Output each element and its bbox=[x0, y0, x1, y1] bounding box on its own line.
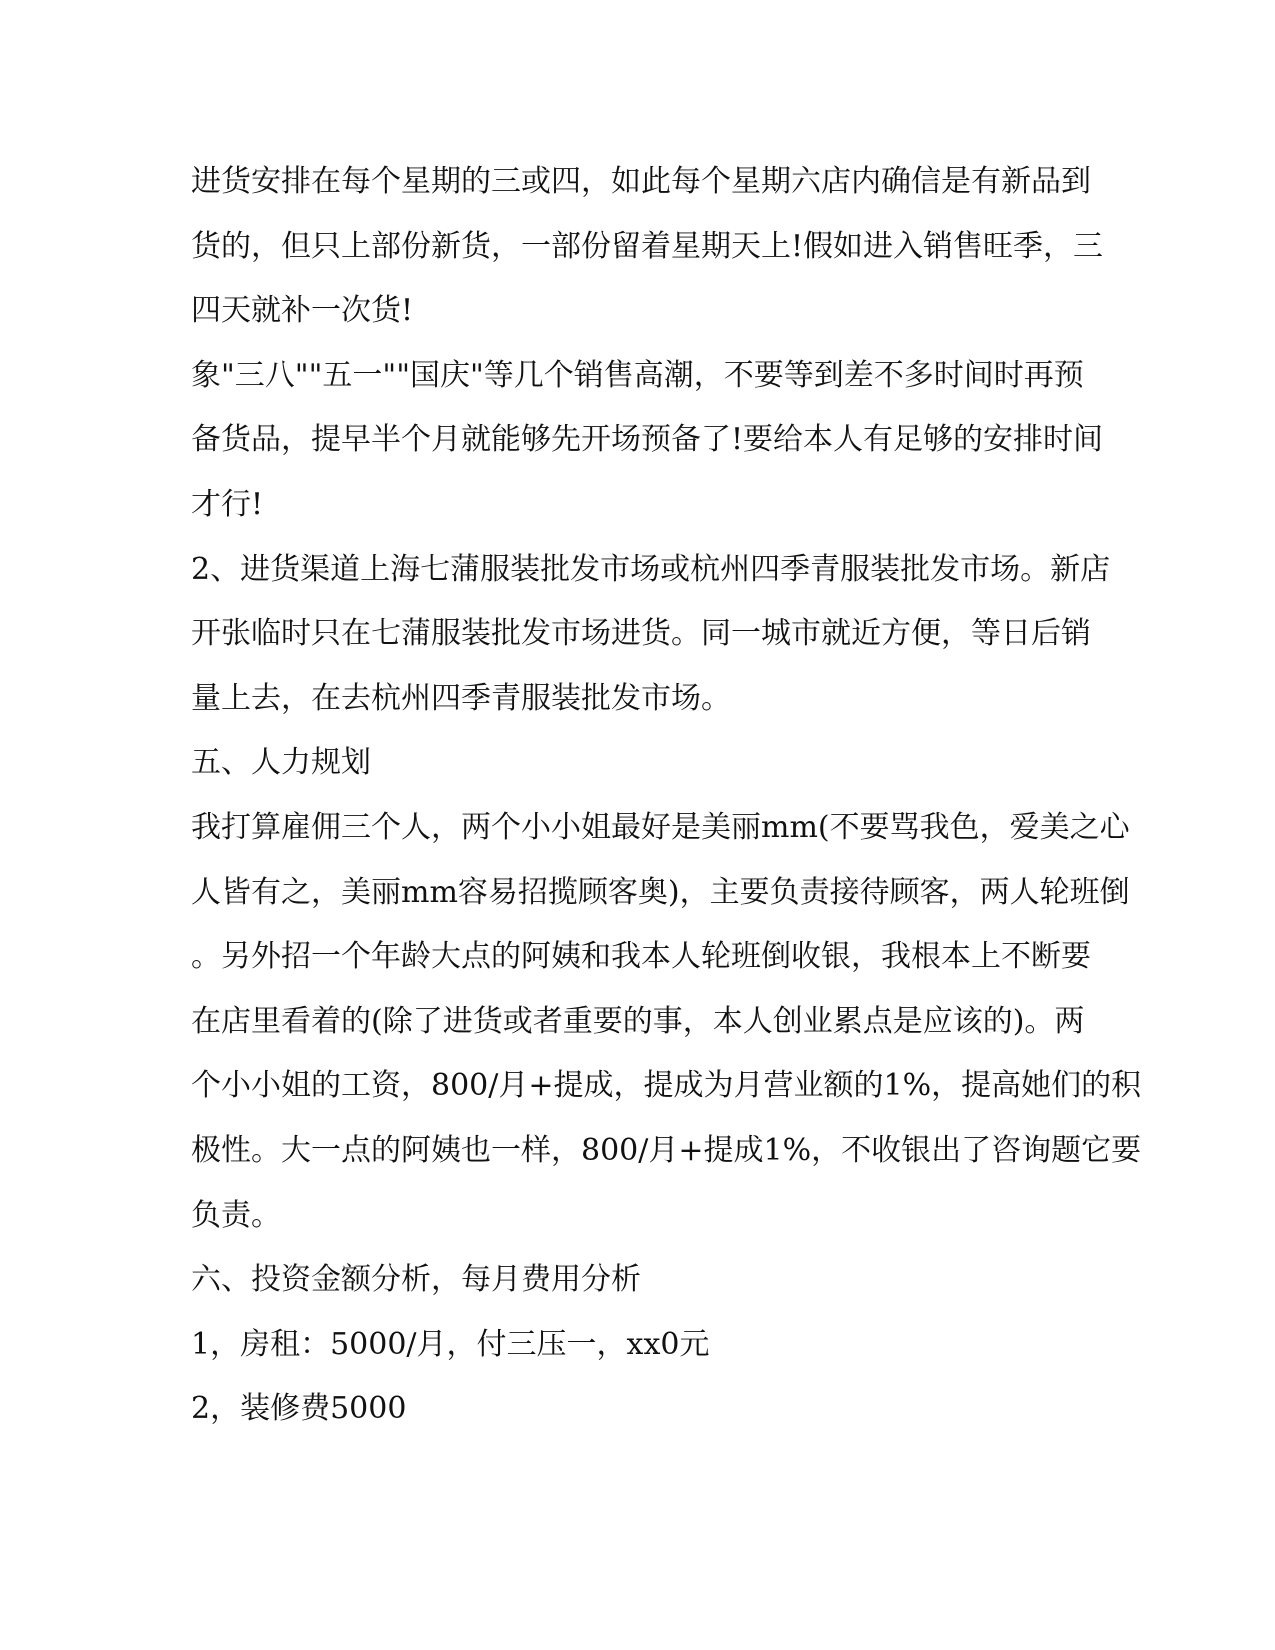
text-line: 我打算雇佣三个人，两个小小姐最好是美丽mm(不要骂我色，爱美之心 bbox=[191, 809, 1130, 845]
text-line: 开张临时只在七蒲服装批发市场进货。同一城市就近方便，等日后销 bbox=[191, 616, 1091, 652]
text-line: 在店里看着的(除了进货或者重要的事，本人创业累点是应该的)。两 bbox=[191, 1003, 1085, 1039]
text-line: 四天就补一次货! bbox=[191, 293, 414, 329]
list-item: 2，装修费5000 bbox=[191, 1391, 407, 1427]
text-line: 量上去，在去杭州四季青服装批发市场。 bbox=[191, 680, 731, 716]
text-line: 备货品，提早半个月就能够先开场预备了!要给本人有足够的安排时间 bbox=[191, 422, 1104, 458]
text-line: 人皆有之，美丽mm容易招揽顾客奥)，主要负责接待顾客，两人轮班倒 bbox=[191, 874, 1130, 910]
document-body bbox=[191, 150, 1142, 1442]
section-heading: 六、投资金额分析，每月费用分析 bbox=[191, 1262, 641, 1298]
section-heading: 五、人力规划 bbox=[191, 745, 371, 781]
text-line: 象"三八""五一""国庆"等几个销售高潮，不要等到差不多时间时再预 bbox=[191, 357, 1084, 393]
text-line: 进货安排在每个星期的三或四，如此每个星期六店内确信是有新品到 bbox=[191, 164, 1091, 199]
text-line: 极性。大一点的阿姨也一样，800/月+提成1%，不收银出了咨询题它要 bbox=[191, 1132, 1142, 1168]
text-line: 负责。 bbox=[191, 1197, 281, 1233]
text-line: 货的，但只上部份新货，一部份留着星期天上!假如进入销售旺季，三 bbox=[191, 228, 1104, 264]
text-line: 。另外招一个年龄大点的阿姨和我本人轮班倒收银，我根本上不断要 bbox=[191, 939, 1091, 975]
text-line: 才行! bbox=[191, 486, 264, 522]
text-line: 个小小姐的工资，800/月+提成，提成为月营业额的1%，提高她们的积 bbox=[191, 1068, 1142, 1104]
list-item: 1，房租：5000/月，付三压一，xx0元 bbox=[191, 1326, 710, 1362]
text-line: 2、进货渠道上海七蒲服装批发市场或杭州四季青服装批发市场。新店 bbox=[191, 551, 1111, 587]
